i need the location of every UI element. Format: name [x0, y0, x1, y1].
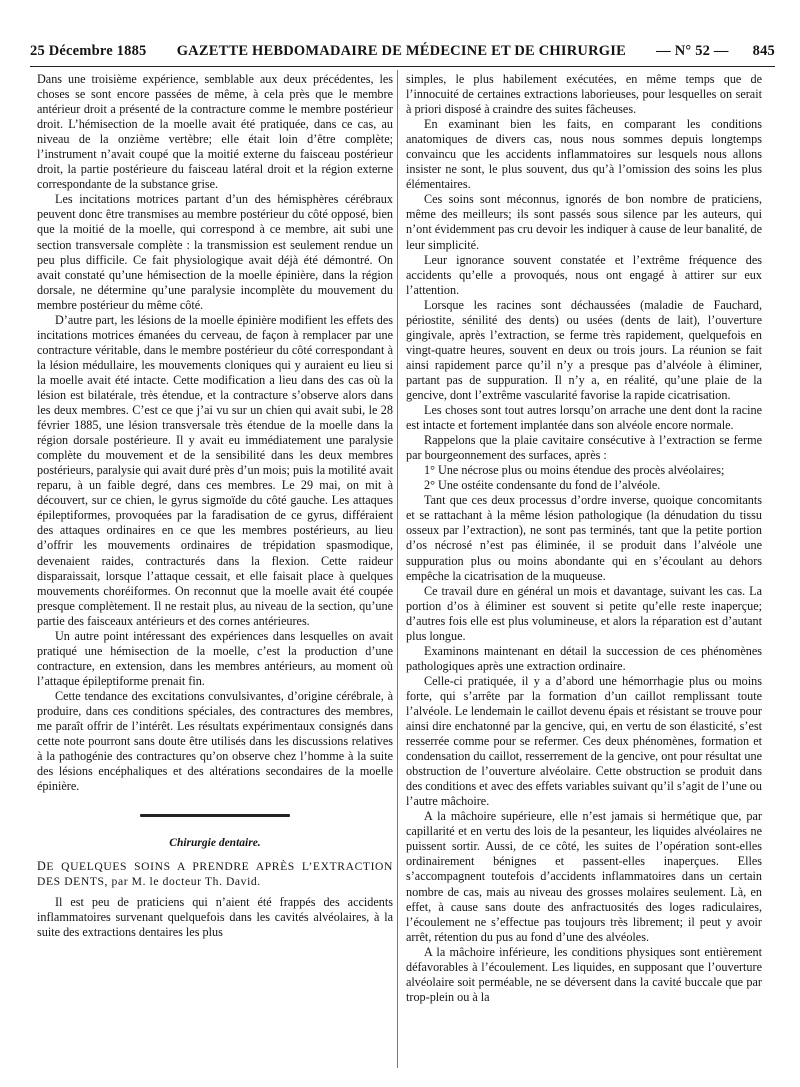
header-date: 25 Décembre 1885 — [30, 42, 147, 59]
article-paragraph-1: Il est peu de praticiens qui n’aient été frappés des accidents inflammatoires survenant quelquefois dans les cavités alvéolaires, à la suite des extractions dentaires les plus — [37, 895, 393, 940]
left-paragraph-1: Dans une troisième expérience, semblable aux deux précédentes, les choses se sont encore passées de même, à cela près que le membre antérieur droit a présenté de la contracture comme le membre postérieur droit. L’hémisection de la moelle avait été pratiquée, dans ce cas, au niveau de la onzième vertèbre; elle était loin d’être complète; l’instrument n’avait coupé que la moitié externe du faisceau postérieur droit, la partie postérieure du faisceau latéral droit et la région externe correspondante de la substance grise. — [37, 72, 393, 192]
right-paragraph-11: Celle-ci pratiquée, il y a d’abord une hémorrhagie plus ou moins forte, qui s’arrête par la formation d’un caillot remplissant toute l’alvéole. Le lendemain le caillot devenu épais et résistant se trouve pour ainsi dire enchatonné par la gencive, qui, en vertu de son élasticité, s’est resserrée comme pour se refermer. Ces deux phénomènes, formation et condensation du caillot, resserrement de la gencive, ont pour résultat une obstruction de l’ouverture alvéolaire. Cette obstruction se produit dans des conditions et avec des effets variables suivant qu’il s’agit de l’une ou l’autre mâchoire. — [406, 673, 762, 809]
right-paragraph-10: Examinons maintenant en détail la succession de ces phénomènes pathologiques après une extraction ordinaire. — [406, 643, 762, 673]
article-heading — [37, 859, 393, 889]
section-title: Chirurgie dentaire. — [169, 837, 261, 850]
right-list-item-1: 1° Une nécrose plus ou moins étendue des procès alvéolaires; — [424, 463, 725, 478]
column-divider — [397, 70, 398, 1068]
right-list-item-2: 2° Une ostéite condensante du fond de l’alvéole. — [424, 478, 661, 493]
header-rule — [30, 66, 775, 67]
header-page-number: 845 — [752, 42, 775, 59]
left-paragraph-2: Les incitations motrices partant d’un des hémisphères cérébraux peuvent donc être transmises au membre postérieur du côté opposé, bien que la moitié de la moelle, qui correspond à ce membre, ait subi une section transversale complète : la transmission est seulement rendue un peu plus difficile. Ce fait physiologique avait déjà été démontré. On avait constaté qu’une hémisection de la moelle épinière, dans la région dorsale, ne détermine qu’une paralysie incomplète du mouvement du membre postérieur du même côté. — [37, 192, 393, 312]
right-paragraph-2: En examinant bien les faits, en comparant les conditions anatomiques de divers cas, nous nous sommes depuis longtemps convaincu que les accidents inflammatoires sur lesquels nous allons insister ne sont, le plus souvent, dus qu’à l’omission des soins les plus élémentaires. — [406, 117, 762, 192]
running-header — [30, 40, 775, 62]
separator-rule — [140, 814, 290, 817]
header-right — [656, 43, 775, 60]
article-heading-initial: D — [37, 859, 47, 874]
right-paragraph-12: A la mâchoire supérieure, elle n’est jamais si hermétique que, par capillarité et en vertu des lois de la pesanteur, les liquides alvéolaires ne puissent sortir. Aussi, de ce côté, les suites de l’opération sont-elles ordinairement bénignes et passent-elles inaperçues. Elles s’accompagnent toutefois d’accidents inflammatoires dans un certain nombre de cas, mais au niveau des grosses molaires seulement. Là, en effet, à cause sans doute des anfractuosités des loges radiculaires, l’écoulement ne s’effectue pas toujours très librement; il peut y avoir arrêt, rétention du pus au fond d’une des alvéoles. — [406, 809, 762, 944]
header-journal-title: GAZETTE HEBDOMADAIRE DE MÉDECINE ET DE CHIRURGIE — [176, 42, 626, 59]
header-issue: — N° 52 — — [656, 42, 729, 59]
right-paragraph-7: Rappelons que la plaie cavitaire consécutive à l’extraction se ferme par bourgeonnement des surfaces, après : — [406, 433, 762, 463]
article-separator — [37, 794, 393, 836]
right-paragraph-13: A la mâchoire inférieure, les conditions physiques sont entièrement défavorables à l’écoulement. Les liquides, en supposant que l’ouverture alvéolaire soit perméable, ne se déversent dans la cavité buccale que par trop-plein ou à la — [406, 944, 762, 1004]
right-paragraph-4: Leur ignorance souvent constatée et l’extrême fréquence des accidents qu’elle a provoqués, nous ont engagé à attirer sur eux l’attention. — [406, 252, 762, 297]
left-column — [37, 72, 393, 941]
left-paragraph-4: Un autre point intéressant des expériences dans lesquelles on avait pratiqué une hémisection de la moelle, c’est la production d’une contracture, en extension, dans les membres antérieurs, au moment où l’attaque épileptiforme prenait fin. — [37, 628, 393, 688]
right-paragraph-1: simples, le plus habilement exécutées, en même temps que de l’innocuité de certaines extractions laborieuses, pour lesquelles on serait à priori disposé à craindre des suites fâcheuses. — [406, 72, 762, 117]
right-paragraph-3: Ces soins sont méconnus, ignorés de bon nombre de praticiens, même des meilleurs; ils sont passés sous silence par les auteurs, qui n’ont évidemment pas cru devoir les indiquer à cause de leur banalité, de leur simplicité. — [406, 192, 762, 252]
article-heading-text: E QUELQUES SOINS A PRENDRE APRÈS L’EXTRACTION DES DENTS, par M. le docteur Th. David. — [37, 860, 393, 889]
right-paragraph-9: Ce travail dure en général un mois et davantage, suivant les cas. La portion d’os à éliminer est souvent si petite qu’elle reste inaperçue; d’autres fois elle est plus volumineuse, et alors la réparation est d’autant plus longue. — [406, 583, 762, 643]
right-column — [406, 72, 762, 1005]
right-paragraph-5: Lorsque les racines sont déchaussées (maladie de Fauchard, périostite, sénilité des dents) ou usées (dents de lait), l’ouverture gingivale, après l’extraction, se ferme très rapidement, quelquefois en vingt-quatre heures, souvent en deux ou trois jours. La réunion se fait ainsi rapidement parce qu’il n’y a presque pas d’alvéole à éliminer, partant pas de suppuration. Il n’y a, en réalité, qu’une plaie de la gencive, dont l’extrême vascularité favorise la rapide cicatrisation. — [406, 297, 762, 402]
right-paragraph-8: Tant que ces deux processus d’ordre inverse, quoique concomitants et se rattachant à la même lésion pathologique (la dénudation du tissu osseux par l’extraction), ne sont pas terminés, tant que la petite portion d’os nécrosé n’est pas éliminée, il se produit dans l’alvéole une suppuration plus ou moins abondante qui en s’écoulant au dehors empêche la cicatrisation de la muqueuse. — [406, 493, 762, 583]
left-paragraph-3: D’autre part, les lésions de la moelle épinière modifient les effets des incitations motrices émanées du cerveau, de façon à remplacer par une contracture véritable, dans le membre postérieur du côté correspondant à la lésion médullaire, les mouvements cloniques qui y auraient eu lieu si la moelle avait été intacte. Cette modification a lieu dans des cas où la lésion est bilatérale, très étendue, et la contracture s’observe alors dans les deux membres. C’est ce que j’ai vu sur un chien qui avait subi, le 28 février 1885, une lésion transversale très étendue de la moelle dans la région dorsale postérieure. Il y avait eu immédiatement une paralysie complète du mouvement et de la sensibilité dans les deux membres postérieurs, paralysie qui avait duré près d’un mois; puis la motilité avait reparu, à un faible degré, dans ces membres. Le 29 mai, on mit à découvert, sur ce chien, le gyrus sigmoïde du côté gauche. Les attaques épileptiformes, provoquées par la faradisation de ce gyrus, différaient des attaques ordinaires en ce que les membres postérieurs, au lieu d’offrir les mouvements ordinaires de trépidation spasmodique, devenaient raides, contracturés dans la flexion. Cette raideur disparaissait, lorsque l’attaque cessait, et elle faisait place à quelques mouvements choréiformes. On reconnut que la moelle avait été coupée presque complètement. Il ne restait plus, au niveau de la section, qu’une partie des faisceaux antérieurs et des cornes antérieures. — [37, 312, 393, 628]
right-paragraph-6: Les choses sont tout autres lorsqu’on arrache une dent dont la racine est intacte et fortement implantée dans son alvéole encore normale. — [406, 403, 762, 433]
left-paragraph-5: Cette tendance des excitations convulsivantes, d’origine cérébrale, à produire, dans ces conditions spéciales, des contractures des membres, me paraît offrir de l’intérêt. Les résultats expérimentaux consignés dans cette note pourront sans doute être utilisés dans les discussions relatives à la pathogénie des contractures qu’on observe chez l’homme à la suite des lésions encéphaliques et des altérations secondaires de la moelle épinière. — [37, 688, 393, 794]
